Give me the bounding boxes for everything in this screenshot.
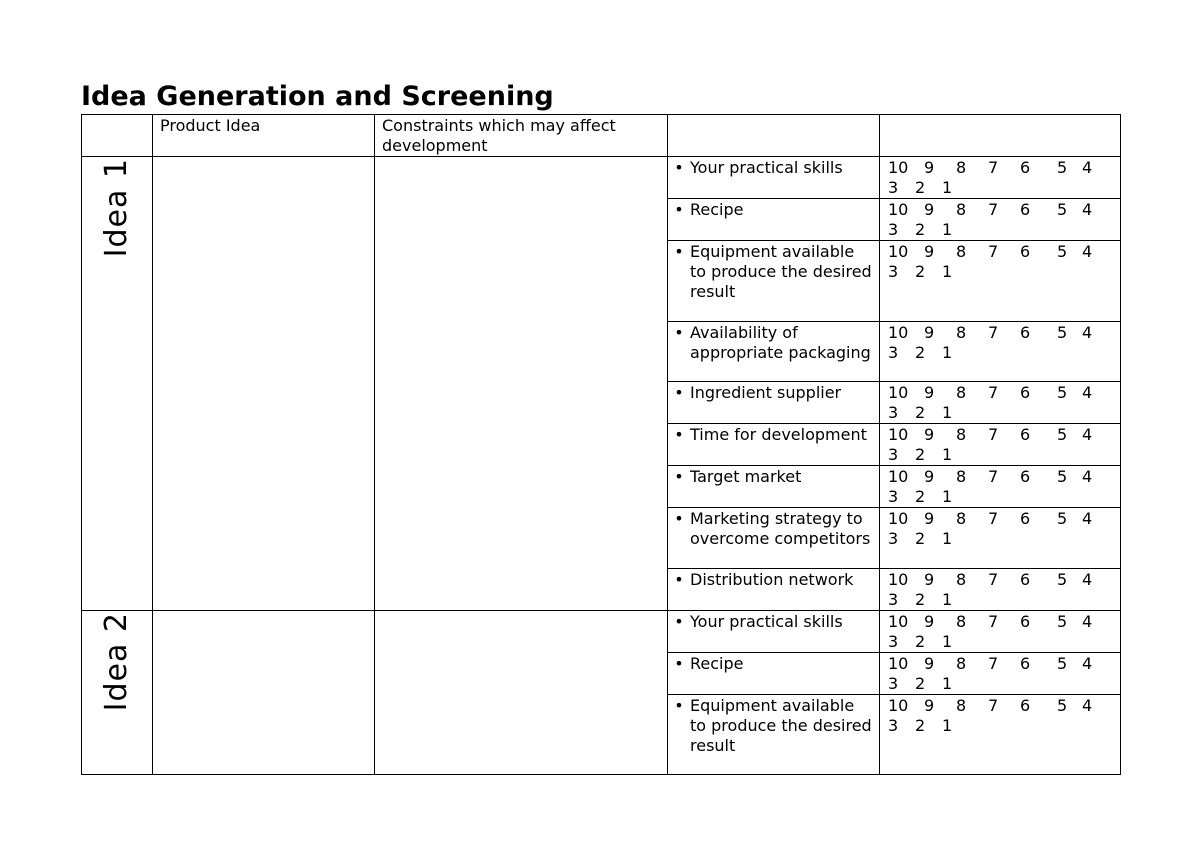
bullet-icon: • [674, 467, 684, 486]
score-option[interactable]: 9 [924, 425, 935, 444]
score-scale-line [888, 323, 1113, 343]
score-option[interactable]: 10 [888, 383, 909, 402]
score-option[interactable]: 2 [915, 262, 926, 281]
score-option[interactable]: 4 [1082, 467, 1093, 486]
bullet-icon: • [674, 425, 684, 444]
score-option[interactable]: 8 [956, 200, 967, 219]
score-option[interactable]: 5 [1057, 467, 1068, 486]
score-option[interactable]: 3 [888, 403, 899, 422]
score-option[interactable]: 2 [915, 445, 926, 464]
score-option[interactable]: 1 [942, 716, 953, 735]
score-option[interactable]: 8 [956, 383, 967, 402]
score-option[interactable]: 2 [915, 632, 926, 651]
score-scale-cell[interactable] [880, 424, 1121, 466]
score-option[interactable]: 6 [1020, 200, 1031, 219]
score-option[interactable]: 2 [915, 590, 926, 609]
score-option[interactable]: 1 [942, 632, 953, 651]
header-cell-blank [880, 115, 1121, 157]
score-option[interactable]: 4 [1082, 696, 1093, 715]
score-scale-line [888, 509, 1113, 529]
score-option[interactable]: 8 [956, 323, 967, 342]
score-option[interactable]: 3 [888, 487, 899, 506]
score-scale-line [888, 178, 1113, 198]
score-option[interactable]: 6 [1020, 696, 1031, 715]
criterion-cell [668, 508, 880, 569]
score-option[interactable]: 7 [988, 200, 999, 219]
score-scale-line [888, 383, 1113, 403]
score-scale-cell[interactable] [880, 382, 1121, 424]
score-option[interactable]: 4 [1082, 242, 1093, 261]
bullet-icon: • [674, 696, 684, 715]
criterion-label: Marketing strategy to overcome competitors [690, 509, 871, 548]
score-scale-cell[interactable] [880, 199, 1121, 241]
score-option[interactable]: 10 [888, 696, 909, 715]
score-option[interactable]: 3 [888, 716, 899, 735]
criterion-label: Equipment available to produce the desired result [690, 696, 872, 755]
score-option[interactable]: 6 [1020, 383, 1031, 402]
score-option[interactable]: 3 [888, 529, 899, 548]
score-option[interactable]: 2 [915, 487, 926, 506]
score-option[interactable]: 4 [1082, 612, 1093, 631]
score-option[interactable]: 7 [988, 425, 999, 444]
criterion-cell [668, 382, 880, 424]
score-option[interactable]: 9 [924, 509, 935, 528]
idea-label: Idea 1 [99, 158, 134, 258]
criterion-cell [668, 424, 880, 466]
constraints-cell[interactable] [375, 611, 668, 775]
score-option[interactable]: 5 [1057, 158, 1068, 177]
score-option[interactable]: 7 [988, 509, 999, 528]
criterion-cell [668, 241, 880, 322]
criterion-label: Recipe [690, 200, 744, 219]
score-option[interactable]: 1 [942, 590, 953, 609]
product-idea-cell[interactable] [153, 157, 375, 611]
score-option[interactable]: 4 [1082, 570, 1093, 589]
score-option[interactable]: 10 [888, 323, 909, 342]
score-option[interactable]: 7 [988, 383, 999, 402]
score-option[interactable]: 2 [915, 178, 926, 197]
score-scale-line [888, 220, 1113, 240]
score-option[interactable]: 5 [1057, 570, 1068, 589]
score-option[interactable]: 1 [942, 487, 953, 506]
score-option[interactable]: 3 [888, 632, 899, 651]
score-option[interactable]: 10 [888, 158, 909, 177]
score-option[interactable]: 5 [1057, 242, 1068, 261]
score-option[interactable]: 7 [988, 467, 999, 486]
criterion-label: Equipment available to produce the desired result [690, 242, 872, 301]
score-option[interactable]: 4 [1082, 323, 1093, 342]
score-option[interactable]: 5 [1057, 696, 1068, 715]
score-option[interactable]: 3 [888, 445, 899, 464]
score-option[interactable]: 5 [1057, 323, 1068, 342]
criterion-cell [668, 157, 880, 199]
score-option[interactable]: 1 [942, 220, 953, 239]
score-option[interactable]: 2 [915, 674, 926, 693]
score-scale-line [888, 262, 1113, 282]
score-scale-line [888, 445, 1113, 465]
score-option[interactable]: 6 [1020, 323, 1031, 342]
score-option[interactable]: 2 [915, 716, 926, 735]
score-scale-cell[interactable] [880, 322, 1121, 382]
score-option[interactable]: 10 [888, 467, 909, 486]
score-option[interactable]: 9 [924, 200, 935, 219]
screening-table [81, 114, 1121, 775]
score-option[interactable]: 3 [888, 262, 899, 281]
score-scale-cell[interactable] [880, 695, 1121, 775]
score-option[interactable]: 6 [1020, 467, 1031, 486]
score-option[interactable]: 7 [988, 323, 999, 342]
score-option[interactable]: 9 [924, 158, 935, 177]
criterion-cell [668, 466, 880, 508]
score-option[interactable]: 9 [924, 654, 935, 673]
criterion-label: Target market [690, 467, 802, 486]
score-option[interactable]: 6 [1020, 570, 1031, 589]
idea-label-cell [82, 157, 153, 611]
bullet-icon: • [674, 570, 684, 589]
score-scale-line [888, 632, 1113, 652]
score-option[interactable]: 9 [924, 612, 935, 631]
score-scale-line [888, 200, 1113, 220]
score-option[interactable]: 5 [1057, 425, 1068, 444]
score-option[interactable]: 8 [956, 509, 967, 528]
score-scale-cell[interactable] [880, 157, 1121, 199]
bullet-icon: • [674, 509, 684, 528]
page-title: Idea Generation and Screening [81, 81, 554, 112]
score-option[interactable]: 8 [956, 612, 967, 631]
score-option[interactable]: 10 [888, 612, 909, 631]
score-option[interactable]: 2 [915, 529, 926, 548]
score-option[interactable]: 5 [1057, 509, 1068, 528]
score-scale-cell[interactable] [880, 653, 1121, 695]
idea-label-cell [82, 611, 153, 775]
criterion-row [82, 611, 1121, 653]
bullet-icon: • [674, 612, 684, 631]
score-scale-line [888, 158, 1113, 178]
criterion-label: Your practical skills [690, 612, 843, 631]
score-scale-line [888, 716, 1113, 736]
score-option[interactable]: 6 [1020, 425, 1031, 444]
score-scale-line [888, 696, 1113, 716]
score-scale-cell[interactable] [880, 508, 1121, 569]
criterion-cell [668, 569, 880, 611]
score-option[interactable]: 7 [988, 654, 999, 673]
score-scale-cell[interactable] [880, 611, 1121, 653]
criterion-label: Recipe [690, 654, 744, 673]
score-scale-cell[interactable] [880, 466, 1121, 508]
score-option[interactable]: 4 [1082, 509, 1093, 528]
criterion-row [82, 157, 1121, 199]
score-scale-line [888, 529, 1113, 549]
score-option[interactable]: 4 [1082, 425, 1093, 444]
score-option[interactable]: 8 [956, 570, 967, 589]
score-option[interactable]: 3 [888, 343, 899, 362]
bullet-icon: • [674, 158, 684, 177]
score-option[interactable]: 8 [956, 158, 967, 177]
score-option[interactable]: 8 [956, 242, 967, 261]
bullet-icon: • [674, 242, 684, 261]
bullet-icon: • [674, 383, 684, 402]
criterion-cell [668, 322, 880, 382]
score-option[interactable]: 4 [1082, 158, 1093, 177]
score-option[interactable]: 1 [942, 178, 953, 197]
score-option[interactable]: 6 [1020, 242, 1031, 261]
score-option[interactable]: 7 [988, 570, 999, 589]
criterion-label: Your practical skills [690, 158, 843, 177]
score-scale-line [888, 242, 1113, 262]
score-option[interactable]: 9 [924, 467, 935, 486]
score-option[interactable]: 10 [888, 425, 909, 444]
score-option[interactable]: 1 [942, 445, 953, 464]
bullet-icon: • [674, 654, 684, 673]
score-option[interactable]: 7 [988, 158, 999, 177]
criterion-cell [668, 199, 880, 241]
score-option[interactable]: 6 [1020, 654, 1031, 673]
criterion-cell [668, 695, 880, 775]
score-option[interactable]: 7 [988, 696, 999, 715]
score-option[interactable]: 6 [1020, 158, 1031, 177]
score-option[interactable]: 8 [956, 467, 967, 486]
score-option[interactable]: 2 [915, 403, 926, 422]
score-option[interactable]: 6 [1020, 612, 1031, 631]
score-scale-line [888, 612, 1113, 632]
score-scale-line [888, 343, 1113, 363]
score-option[interactable]: 10 [888, 242, 909, 261]
score-option[interactable]: 5 [1057, 612, 1068, 631]
score-option[interactable]: 9 [924, 570, 935, 589]
score-option[interactable]: 9 [924, 242, 935, 261]
criterion-label: Time for development [690, 425, 867, 444]
score-option[interactable]: 5 [1057, 654, 1068, 673]
score-option[interactable]: 5 [1057, 383, 1068, 402]
score-option[interactable]: 3 [888, 220, 899, 239]
score-option[interactable]: 8 [956, 696, 967, 715]
score-scale-line [888, 590, 1113, 610]
score-option[interactable]: 1 [942, 262, 953, 281]
header-product-idea: Product Idea [153, 115, 375, 157]
score-scale-line [888, 570, 1113, 590]
header-cell-blank [668, 115, 880, 157]
constraints-cell[interactable] [375, 157, 668, 611]
score-scale-cell[interactable] [880, 569, 1121, 611]
score-option[interactable]: 2 [915, 343, 926, 362]
header-cell-blank [82, 115, 153, 157]
score-option[interactable]: 4 [1082, 200, 1093, 219]
score-option[interactable]: 4 [1082, 654, 1093, 673]
score-option[interactable]: 1 [942, 529, 953, 548]
score-option[interactable]: 1 [942, 674, 953, 693]
score-option[interactable]: 5 [1057, 200, 1068, 219]
criterion-cell [668, 653, 880, 695]
score-option[interactable]: 9 [924, 696, 935, 715]
score-scale-cell[interactable] [880, 241, 1121, 322]
score-option[interactable]: 3 [888, 674, 899, 693]
score-option[interactable]: 10 [888, 509, 909, 528]
header-constraints: Constraints which may affect development [375, 115, 668, 157]
score-scale-line [888, 425, 1113, 445]
bullet-icon: • [674, 200, 684, 219]
score-option[interactable]: 9 [924, 323, 935, 342]
bullet-icon: • [674, 323, 684, 342]
score-scale-line [888, 403, 1113, 423]
criterion-label: Availability of appropriate packaging [690, 323, 871, 362]
score-option[interactable]: 10 [888, 570, 909, 589]
idea-label: Idea 2 [99, 612, 134, 712]
header-row [82, 115, 1121, 157]
score-option[interactable]: 1 [942, 343, 953, 362]
score-option[interactable]: 1 [942, 403, 953, 422]
criterion-cell [668, 611, 880, 653]
score-scale-line [888, 467, 1113, 487]
criterion-label: Ingredient supplier [690, 383, 842, 402]
criterion-label: Distribution network [690, 570, 854, 589]
score-scale-line [888, 487, 1113, 507]
score-option[interactable]: 2 [915, 220, 926, 239]
score-option[interactable]: 8 [956, 654, 967, 673]
score-scale-line [888, 654, 1113, 674]
product-idea-cell[interactable] [153, 611, 375, 775]
score-scale-line [888, 674, 1113, 694]
score-option[interactable]: 3 [888, 590, 899, 609]
score-option[interactable]: 9 [924, 383, 935, 402]
score-option[interactable]: 8 [956, 425, 967, 444]
score-option[interactable]: 7 [988, 612, 999, 631]
score-option[interactable]: 4 [1082, 383, 1093, 402]
score-option[interactable]: 10 [888, 654, 909, 673]
score-option[interactable]: 3 [888, 178, 899, 197]
score-option[interactable]: 10 [888, 200, 909, 219]
score-option[interactable]: 6 [1020, 509, 1031, 528]
score-option[interactable]: 7 [988, 242, 999, 261]
